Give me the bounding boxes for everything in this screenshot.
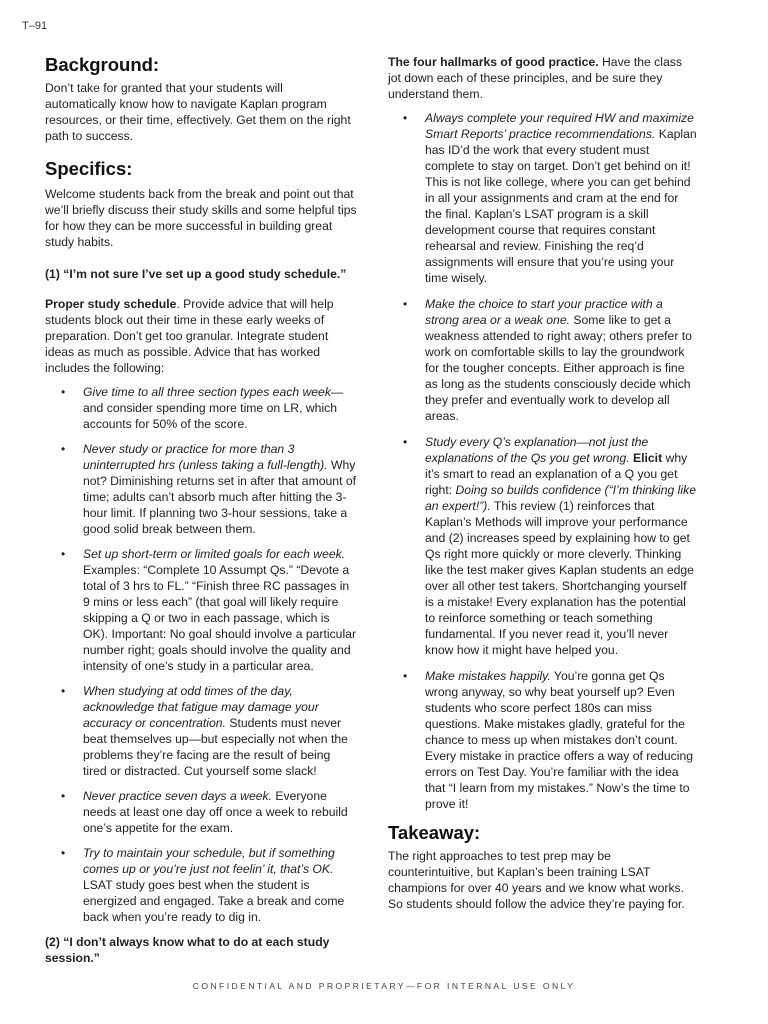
list-item bbox=[388, 110, 698, 286]
bullet-emphasis: When studying at odd times of the day, acknowledge that fatigue may damage your accuracy or concentration. bbox=[83, 684, 319, 730]
schedule-text: . Provide advice that will help students block out their time in these early weeks of preparation. Don’t get too granular. Integrate student ideas as much as possible. Advice that has worked includes the following: bbox=[45, 297, 334, 375]
question-1: (1) “I’m not sure I’ve set up a good study schedule.” bbox=[45, 267, 347, 281]
right-column bbox=[388, 54, 698, 912]
bullet-emphasis: Always complete your required HW and maximize Smart Reports’ practice recommendations. bbox=[425, 111, 694, 141]
schedule-paragraph bbox=[45, 296, 357, 376]
page-number: T–91 bbox=[22, 20, 48, 32]
schedule-label: Proper study schedule bbox=[45, 297, 177, 311]
bullet-emphasis-2: Doing so builds confidence (“I’m thinking like an expert!”). bbox=[425, 483, 696, 513]
bullet-emphasis: Make the choice to start your practice with a strong area or a weak one. bbox=[425, 297, 663, 327]
bullet-emphasis: Try to maintain your schedule, but if something comes up or you’re just not feelin’ it, that’s OK. bbox=[83, 846, 335, 876]
bullet-text: Students must never beat themselves up—but especially not when the problems they’re facing are the result of being tired or distracted. Cut yourself some slack! bbox=[83, 716, 348, 778]
background-heading: Background: bbox=[45, 54, 160, 75]
bullet-text: You’re gonna get Qs wrong anyway, so why beat yourself up? Even students who score perfect 180s can miss questions. Make mistakes gladly, grateful for the chance to mess up when mistakes don’t count. Every mistake in practice offers a way of reducing errors on Test Day. You’re familiar with the idea that “I learn from my mistakes.” Now’s the time to prove it! bbox=[425, 669, 694, 811]
takeaway-text: The right approaches to test prep may be counterintuitive, but Kaplan’s been training LSAT champions for over 40 years and we know what works. So students should follow the advice they’re paying for. bbox=[388, 849, 685, 911]
list-item bbox=[45, 788, 357, 836]
specifics-text: Welcome students back from the break and point out that we’ll briefly discuss their study skills and some helpful tips for how they can be more successful in building great study habits. bbox=[45, 187, 357, 249]
bullet-emphasis: Give time to all three section types each week bbox=[83, 385, 331, 399]
hallmarks-paragraph bbox=[388, 54, 698, 102]
takeaway-heading: Takeaway: bbox=[388, 822, 481, 843]
background-text: Don’t take for granted that your students will automatically know how to navigate Kaplan program resources, or their time, effectively. Get them on the right path to success. bbox=[45, 81, 351, 143]
bullet-text: Examples: “Complete 10 Assumpt Qs.” “Devote a total of 3 hrs to FL.” “Finish three RC passages in 9 mins or less each” (that goal will likely require skipping a Q or two in each passage, which is OK). Important: No goal should involve a particular number right; goals should involve the quality and intensity of one’s study in a particular area. bbox=[83, 563, 356, 673]
bullet-text: Everyone needs at least one day off once a week to rebuild one’s appetite for the exam. bbox=[83, 789, 348, 835]
bullet-text: why it’s smart to read an explanation of a Q you get right: bbox=[425, 451, 688, 497]
hallmarks-text: Have the class jot down each of these principles, and be sure they understand them. bbox=[388, 55, 682, 101]
specifics-heading: Specifics: bbox=[45, 158, 133, 179]
bullet-emphasis: Never study or practice for more than 3 uninterrupted hrs (unless taking a full-length). bbox=[83, 442, 328, 472]
bullet-emphasis: Never practice seven days a week. bbox=[83, 789, 272, 803]
list-item bbox=[388, 668, 698, 812]
bullet-text: Why not? Diminishing returns set in after that amount of time; adults can’t absorb much after hitting the 3-hour limit. If planning two 3-hour sessions, take a good solid break between them. bbox=[83, 458, 357, 536]
list-item bbox=[45, 845, 357, 925]
bullet-text: Kaplan has ID’d the work that every student must complete to stay on target. Don’t get behind on it! This is not like college, where you can get behind in all your assignments and cram at the end for the final. Kaplan’s LSAT program is a skill development course that requires constant rehearsal and review. Finishing the req’d assignments will ensure that you’re using your time wisely. bbox=[425, 127, 697, 285]
bullet-bold: Elicit bbox=[633, 451, 663, 465]
left-column bbox=[45, 54, 357, 966]
bullet-emphasis: Study every Q’s explanation—not just the explanations of the Qs you get wrong. bbox=[425, 435, 649, 465]
bullet-text-2: This review (1) reinforces that Kaplan’s Methods will improve your performance and (2) increases speed by explaining how to get Qs right more quickly or more cleverly. Thinking like the test maker gives Kaplan students an edge over all other test takers. Shortchanging yourself is a mistake! Every explanation has the potential to reinforce something or teach something fundamental. If you never read it, you’ll never know how it might have helped you. bbox=[425, 499, 694, 657]
bullet-text: Some like to get a weakness attended to right away; others prefer to work on comfortable skills to lay the groundwork for the tougher concepts. Either approach is fine as long as the students consciously decide which they prefer and eventually work to develop all areas. bbox=[425, 313, 692, 423]
list-item bbox=[45, 384, 357, 432]
list-item bbox=[388, 434, 698, 658]
bullet-text: LSAT study goes best when the student is energized and engaged. Take a break and come back when you’re ready to dig in. bbox=[83, 878, 345, 924]
hallmarks-label: The four hallmarks of good practice. bbox=[388, 55, 599, 69]
bullet-text: —and consider spending more time on LR, which accounts for 50% of the score. bbox=[83, 385, 344, 431]
list-item bbox=[45, 546, 357, 674]
list-item bbox=[45, 683, 357, 779]
bullet-emphasis: Make mistakes happily. bbox=[425, 669, 551, 683]
schedule-advice-list bbox=[45, 384, 357, 925]
question-2: (2) “I don’t always know what to do at each study session.” bbox=[45, 935, 330, 965]
bullet-emphasis: Set up short-term or limited goals for each week. bbox=[83, 547, 346, 561]
hallmarks-list bbox=[388, 110, 698, 812]
list-item bbox=[45, 441, 357, 537]
list-item bbox=[388, 296, 698, 424]
footer-confidential: CONFIDENTIAL AND PROPRIETARY—FOR INTERNAL USE ONLY bbox=[192, 981, 576, 991]
